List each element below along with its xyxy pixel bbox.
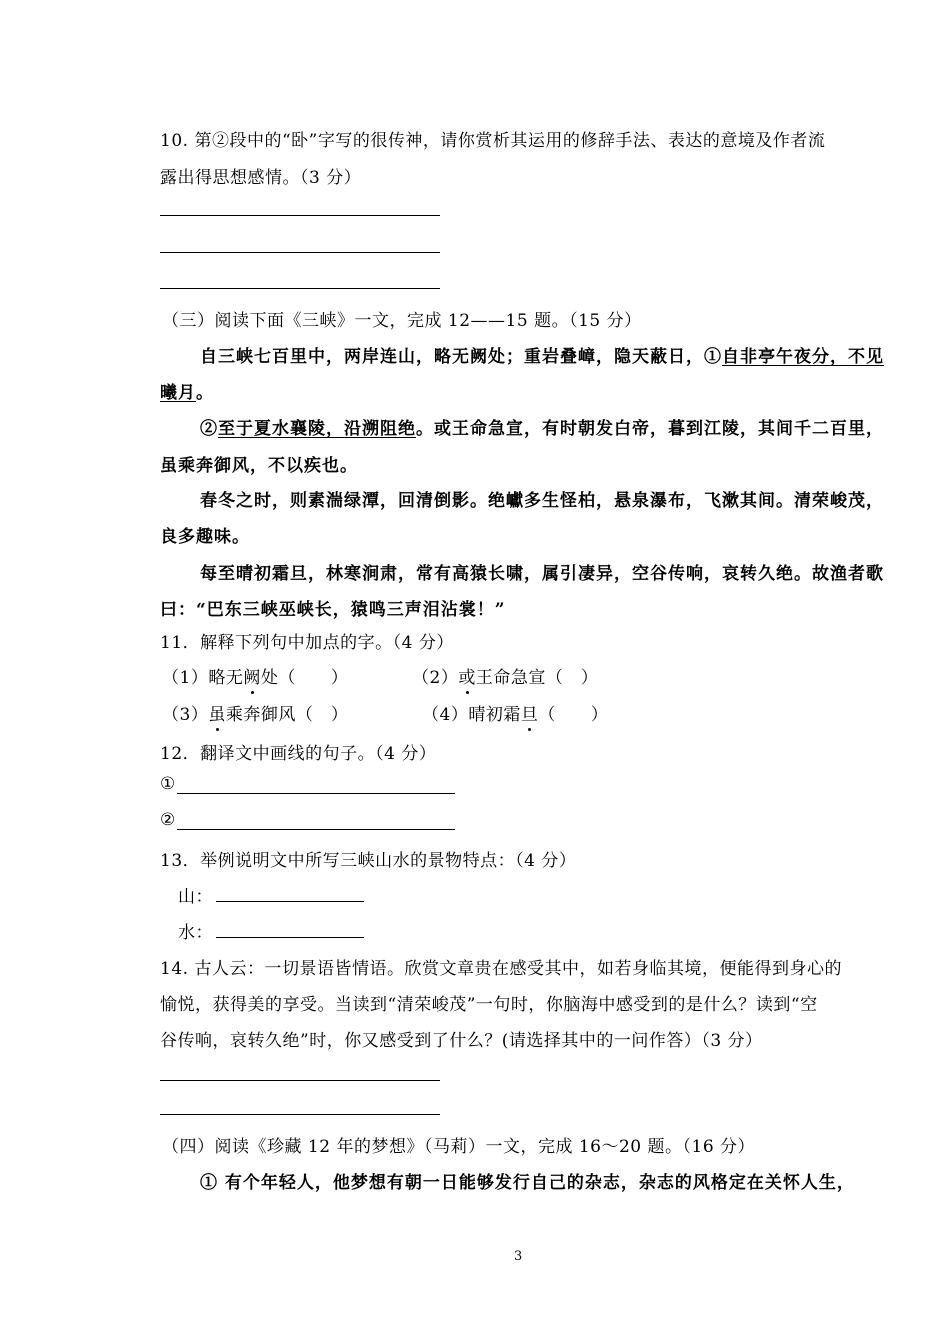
q13-mountain-label: 山：: [178, 887, 213, 907]
section3-heading: （三）阅读下面《三峡》一文，完成 12——15 题。（15 分）: [162, 311, 642, 331]
item-text: （1）略无: [162, 668, 244, 688]
underlined-sentence-1-end: 曦月: [160, 383, 196, 403]
item-text: （3）: [162, 705, 209, 725]
section4-heading: （四）阅读《珍藏 12 年的梦想》（马莉）一文，完成 16～20 题。（16 分）: [162, 1137, 756, 1157]
underlined-sentence-1: 自非亭午夜分，不见: [722, 347, 884, 367]
item-text: （ ）: [538, 705, 609, 725]
item-text: 乘奔御风（ ）: [225, 705, 349, 725]
answer-line: [216, 901, 364, 902]
answer-line: [177, 793, 455, 794]
passage-paragraph-4-cont: 曰：“巴东三峡巫峡长，猿鸣三声泪沾裳！”: [160, 600, 506, 620]
q13-stem: 13．举例说明文中所写三峡山水的景物特点：（4 分）: [160, 851, 577, 871]
answer-line: [160, 1114, 440, 1115]
q11-item-4: [422, 700, 608, 725]
q11-item-3: [162, 700, 348, 725]
passage-paragraph-3: 春冬之时，则素湍绿潭，回清倒影。绝巘多生怪柏，悬泉瀑布，飞漱其间。清荣峻茂，: [200, 491, 884, 511]
answer-line: [216, 937, 364, 938]
answer-line: [177, 829, 455, 830]
item-text: 王命急宣（ ）: [475, 668, 599, 688]
passage-paragraph-4: 每至晴初霜旦，林寒涧肃，常有高猿长啸，属引凄异，空谷传响，哀转久绝。故渔者歌: [200, 564, 884, 584]
underlined-sentence-2: 至于夏水襄陵，沿溯阻绝: [218, 419, 416, 439]
passage-text: 。: [196, 383, 214, 403]
underline-marker: ②: [200, 419, 218, 439]
answer-line: [160, 215, 440, 216]
q12-marker-2: ②: [160, 810, 176, 830]
passage-text: 自三峡七百里中，两岸连山，略无阙处；重岩叠嶂，隐天蔽日，: [200, 347, 704, 367]
page-number: 3: [514, 1249, 523, 1264]
passage-text: 。或王命急宣，有时朝发白帝，暮到江陵，其间千二百里，: [416, 419, 884, 439]
item-text: （4）晴初霜: [422, 705, 521, 725]
dotted-character: 或: [458, 668, 476, 688]
q14-line-2: 愉悦，获得美的享受。当读到“清荣峻茂”一句时，你脑海中感受到的是什么？读到“空: [160, 995, 818, 1015]
passage-paragraph-3-cont: 良多趣味。: [160, 527, 250, 547]
dotted-character: 旦: [520, 705, 539, 725]
q13-water-label: 水：: [178, 923, 213, 943]
q11-item-1: [162, 663, 348, 688]
q11-item-2: [412, 663, 598, 688]
item-text: 处（ ）: [260, 668, 349, 688]
answer-line: [160, 252, 440, 253]
passage-paragraph-2-cont: 虽乘奔御风，不以疾也。: [160, 456, 358, 476]
q10-line-1: 10. 第②段中的“卧”字写的很传神，请你赏析其运用的修辞手法、表达的意境及作者流: [160, 131, 826, 151]
passage-paragraph-2: [200, 414, 884, 439]
passage-paragraph-1: [200, 342, 884, 367]
q14-line-3: 谷传响，哀转久绝”时，你又感受到了什么？(请选择其中的一问作答）（3 分）: [160, 1031, 763, 1051]
answer-line: [160, 1080, 440, 1081]
passage-paragraph-1-cont: [160, 378, 214, 403]
q10-line-2: 露出得思想感情。（3 分）: [160, 168, 362, 188]
answer-line: [160, 288, 440, 289]
item-text: （2）: [412, 668, 459, 688]
q11-stem: 11．解释下列句中加点的字。（4 分）: [160, 633, 454, 653]
section4-paragraph-1: ① 有个年轻人，他梦想有朝一日能够发行自己的杂志，杂志的风格定在关怀人生，: [200, 1173, 855, 1193]
dotted-character: 阙: [243, 668, 261, 688]
q12-marker-1: ①: [160, 774, 176, 794]
dotted-character: 虽: [208, 705, 226, 725]
underline-marker: ①: [704, 347, 722, 367]
q14-line-1: 14. 古人云：一切景语皆情语。欣赏文章贵在感受其中，如若身临其境，便能得到身心的: [160, 959, 842, 979]
q12-stem: 12．翻译文中画线的句子。（4 分）: [160, 744, 437, 764]
